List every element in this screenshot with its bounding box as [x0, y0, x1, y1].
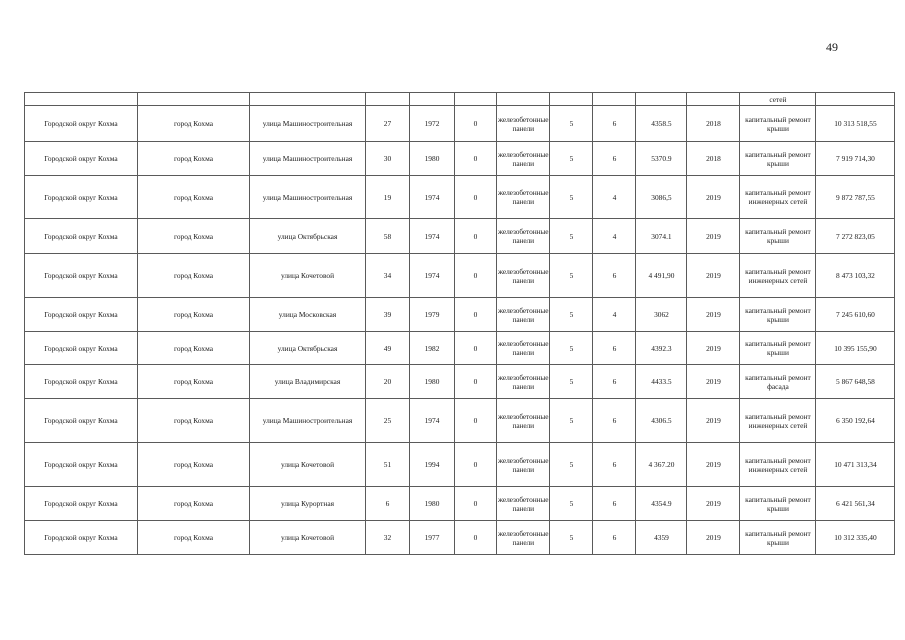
- settlement-cell: город Кохма: [138, 443, 250, 487]
- repair-type-cell: капитальный ремонт крыши: [740, 298, 816, 332]
- settlement-cell: город Кохма: [138, 332, 250, 365]
- floors-cell: 5: [550, 365, 593, 399]
- repair-year-cell: 2019: [687, 365, 740, 399]
- street-cell: улица Кочетовой: [250, 254, 366, 298]
- entrances-cell: 4: [593, 176, 636, 219]
- cost-cell: 6 421 561,34: [816, 487, 895, 521]
- house-number-cell: 6: [366, 487, 410, 521]
- settlement-cell: город Кохма: [138, 399, 250, 443]
- settlement-cell: город Кохма: [138, 487, 250, 521]
- repair-year-cell: 2019: [687, 443, 740, 487]
- repair-type-cell: капитальный ремонт крыши: [740, 142, 816, 176]
- floors-cell: 5: [550, 298, 593, 332]
- floors-cell: 5: [550, 332, 593, 365]
- repair-year-cell: [687, 93, 740, 106]
- street-cell: улица Курортная: [250, 487, 366, 521]
- street-cell: улица Владимирская: [250, 365, 366, 399]
- build-year-cell: 1980: [410, 487, 455, 521]
- build-year-cell: 1972: [410, 106, 455, 142]
- area-cell: 4359: [636, 521, 687, 555]
- house-number-cell: 20: [366, 365, 410, 399]
- table-row: [25, 399, 895, 443]
- area-cell: 4 491,90: [636, 254, 687, 298]
- build-year-cell: [410, 93, 455, 106]
- table-row: [25, 298, 895, 332]
- table-row: [25, 254, 895, 298]
- zero-cell: 0: [455, 365, 497, 399]
- entrances-cell: 4: [593, 298, 636, 332]
- floors-cell: 5: [550, 254, 593, 298]
- entrances-cell: 6: [593, 254, 636, 298]
- house-number-cell: 34: [366, 254, 410, 298]
- zero-cell: 0: [455, 176, 497, 219]
- floors-cell: 5: [550, 521, 593, 555]
- house-number-cell: [366, 93, 410, 106]
- repair-type-cell: капитальный ремонт инженерных сетей: [740, 176, 816, 219]
- area-cell: 5370.9: [636, 142, 687, 176]
- table-row: [25, 142, 895, 176]
- repair-year-cell: 2019: [687, 254, 740, 298]
- house-number-cell: 30: [366, 142, 410, 176]
- municipality-cell: Городской округ Кохма: [25, 176, 138, 219]
- entrances-cell: 6: [593, 106, 636, 142]
- repair-year-cell: 2019: [687, 399, 740, 443]
- area-cell: 4 367.20: [636, 443, 687, 487]
- area-cell: 3062: [636, 298, 687, 332]
- house-number-cell: 58: [366, 219, 410, 254]
- wall-material-cell: [497, 93, 550, 106]
- page-number: 49: [826, 40, 838, 54]
- wall-material-cell: железобетонные панели: [497, 142, 550, 176]
- build-year-cell: 1977: [410, 521, 455, 555]
- house-number-cell: 51: [366, 443, 410, 487]
- cost-cell: 10 395 155,90: [816, 332, 895, 365]
- settlement-cell: город Кохма: [138, 219, 250, 254]
- zero-cell: 0: [455, 219, 497, 254]
- table-row: [25, 443, 895, 487]
- municipality-cell: Городской округ Кохма: [25, 487, 138, 521]
- house-number-cell: 39: [366, 298, 410, 332]
- repair-year-cell: 2019: [687, 521, 740, 555]
- municipality-cell: [25, 93, 138, 106]
- build-year-cell: 1982: [410, 332, 455, 365]
- table-row: [25, 219, 895, 254]
- floors-cell: [550, 93, 593, 106]
- municipality-cell: Городской округ Кохма: [25, 142, 138, 176]
- zero-cell: 0: [455, 298, 497, 332]
- area-cell: 4358.5: [636, 106, 687, 142]
- repair-year-cell: 2019: [687, 332, 740, 365]
- entrances-cell: 6: [593, 487, 636, 521]
- repair-type-cell: капитальный ремонт крыши: [740, 106, 816, 142]
- floors-cell: 5: [550, 106, 593, 142]
- zero-cell: 0: [455, 487, 497, 521]
- settlement-cell: город Кохма: [138, 298, 250, 332]
- municipality-cell: Городской округ Кохма: [25, 298, 138, 332]
- repair-type-cell: капитальный ремонт инженерных сетей: [740, 254, 816, 298]
- wall-material-cell: железобетонные панели: [497, 298, 550, 332]
- repair-year-cell: 2019: [687, 219, 740, 254]
- floors-cell: 5: [550, 219, 593, 254]
- repair-type-cell: капитальный ремонт крыши: [740, 219, 816, 254]
- cost-cell: 6 350 192,64: [816, 399, 895, 443]
- street-cell: улица Машиностроительная: [250, 142, 366, 176]
- wall-material-cell: железобетонные панели: [497, 443, 550, 487]
- municipality-cell: Городской округ Кохма: [25, 219, 138, 254]
- street-cell: улица Кочетовой: [250, 521, 366, 555]
- settlement-cell: город Кохма: [138, 365, 250, 399]
- cost-cell: 7 272 823,05: [816, 219, 895, 254]
- cost-cell: 7 245 610,60: [816, 298, 895, 332]
- municipality-cell: Городской округ Кохма: [25, 332, 138, 365]
- build-year-cell: 1974: [410, 176, 455, 219]
- build-year-cell: 1980: [410, 142, 455, 176]
- entrances-cell: 4: [593, 219, 636, 254]
- table-row: [25, 176, 895, 219]
- repair-type-cell: капитальный ремонт инженерных сетей: [740, 443, 816, 487]
- house-number-cell: 32: [366, 521, 410, 555]
- house-number-cell: 25: [366, 399, 410, 443]
- table-row: [25, 365, 895, 399]
- house-number-cell: 19: [366, 176, 410, 219]
- street-cell: улица Кочетовой: [250, 443, 366, 487]
- house-number-cell: 49: [366, 332, 410, 365]
- entrances-cell: 6: [593, 399, 636, 443]
- floors-cell: 5: [550, 399, 593, 443]
- wall-material-cell: железобетонные панели: [497, 365, 550, 399]
- wall-material-cell: железобетонные панели: [497, 106, 550, 142]
- cost-cell: 8 473 103,32: [816, 254, 895, 298]
- entrances-cell: [593, 93, 636, 106]
- cost-cell: 10 471 313,34: [816, 443, 895, 487]
- floors-cell: 5: [550, 443, 593, 487]
- wall-material-cell: железобетонные панели: [497, 332, 550, 365]
- zero-cell: 0: [455, 332, 497, 365]
- street-cell: улица Октябрьская: [250, 219, 366, 254]
- zero-cell: 0: [455, 521, 497, 555]
- settlement-cell: город Кохма: [138, 142, 250, 176]
- municipality-cell: Городской округ Кохма: [25, 399, 138, 443]
- table-row: [25, 487, 895, 521]
- entrances-cell: 6: [593, 521, 636, 555]
- zero-cell: 0: [455, 254, 497, 298]
- wall-material-cell: железобетонные панели: [497, 219, 550, 254]
- repair-type-cell: капитальный ремонт крыши: [740, 332, 816, 365]
- cost-cell: 10 313 518,55: [816, 106, 895, 142]
- entrances-cell: 6: [593, 142, 636, 176]
- cost-cell: [816, 93, 895, 106]
- build-year-cell: 1979: [410, 298, 455, 332]
- zero-cell: 0: [455, 106, 497, 142]
- table-row: [25, 106, 895, 142]
- build-year-cell: 1980: [410, 365, 455, 399]
- house-number-cell: 27: [366, 106, 410, 142]
- zero-cell: 0: [455, 399, 497, 443]
- entrances-cell: 6: [593, 332, 636, 365]
- repair-type-cell: капитальный ремонт инженерных сетей: [740, 399, 816, 443]
- area-cell: 4354.9: [636, 487, 687, 521]
- table-row: [25, 521, 895, 555]
- floors-cell: 5: [550, 176, 593, 219]
- build-year-cell: 1974: [410, 219, 455, 254]
- build-year-cell: 1994: [410, 443, 455, 487]
- cost-cell: 9 872 787,55: [816, 176, 895, 219]
- municipality-cell: Городской округ Кохма: [25, 365, 138, 399]
- build-year-cell: 1974: [410, 254, 455, 298]
- wall-material-cell: железобетонные панели: [497, 399, 550, 443]
- street-cell: улица Машиностроительная: [250, 399, 366, 443]
- table-continuation-row: [25, 93, 895, 106]
- entrances-cell: 6: [593, 365, 636, 399]
- floors-cell: 5: [550, 487, 593, 521]
- area-cell: 4433.5: [636, 365, 687, 399]
- street-cell: улица Московская: [250, 298, 366, 332]
- repair-year-cell: 2019: [687, 487, 740, 521]
- build-year-cell: 1974: [410, 399, 455, 443]
- municipality-cell: Городской округ Кохма: [25, 106, 138, 142]
- street-cell: [250, 93, 366, 106]
- repair-year-cell: 2019: [687, 176, 740, 219]
- cost-cell: 10 312 335,40: [816, 521, 895, 555]
- wall-material-cell: железобетонные панели: [497, 487, 550, 521]
- cost-cell: 5 867 648,58: [816, 365, 895, 399]
- street-cell: улица Машиностроительная: [250, 106, 366, 142]
- cost-cell: 7 919 714,30: [816, 142, 895, 176]
- street-cell: улица Машиностроительная: [250, 176, 366, 219]
- repair-type-cell: сетей: [740, 93, 816, 106]
- repair-year-cell: 2019: [687, 298, 740, 332]
- municipality-cell: Городской округ Кохма: [25, 254, 138, 298]
- repair-type-cell: капитальный ремонт крыши: [740, 487, 816, 521]
- floors-cell: 5: [550, 142, 593, 176]
- wall-material-cell: железобетонные панели: [497, 254, 550, 298]
- area-cell: [636, 93, 687, 106]
- settlement-cell: [138, 93, 250, 106]
- street-cell: улица Октябрьская: [250, 332, 366, 365]
- table-row: [25, 332, 895, 365]
- wall-material-cell: железобетонные панели: [497, 176, 550, 219]
- repair-type-cell: капитальный ремонт крыши: [740, 521, 816, 555]
- entrances-cell: 6: [593, 443, 636, 487]
- repair-type-cell: капитальный ремонт фасада: [740, 365, 816, 399]
- zero-cell: [455, 93, 497, 106]
- area-cell: 4392.3: [636, 332, 687, 365]
- area-cell: 4306.5: [636, 399, 687, 443]
- settlement-cell: город Кохма: [138, 176, 250, 219]
- settlement-cell: город Кохма: [138, 521, 250, 555]
- repair-year-cell: 2018: [687, 142, 740, 176]
- area-cell: 3074.1: [636, 219, 687, 254]
- zero-cell: 0: [455, 142, 497, 176]
- settlement-cell: город Кохма: [138, 106, 250, 142]
- area-cell: 3086,5: [636, 176, 687, 219]
- zero-cell: 0: [455, 443, 497, 487]
- settlement-cell: город Кохма: [138, 254, 250, 298]
- repair-year-cell: 2018: [687, 106, 740, 142]
- municipality-cell: Городской округ Кохма: [25, 443, 138, 487]
- municipality-cell: Городской округ Кохма: [25, 521, 138, 555]
- wall-material-cell: железобетонные панели: [497, 521, 550, 555]
- housing-repair-table: [24, 92, 895, 555]
